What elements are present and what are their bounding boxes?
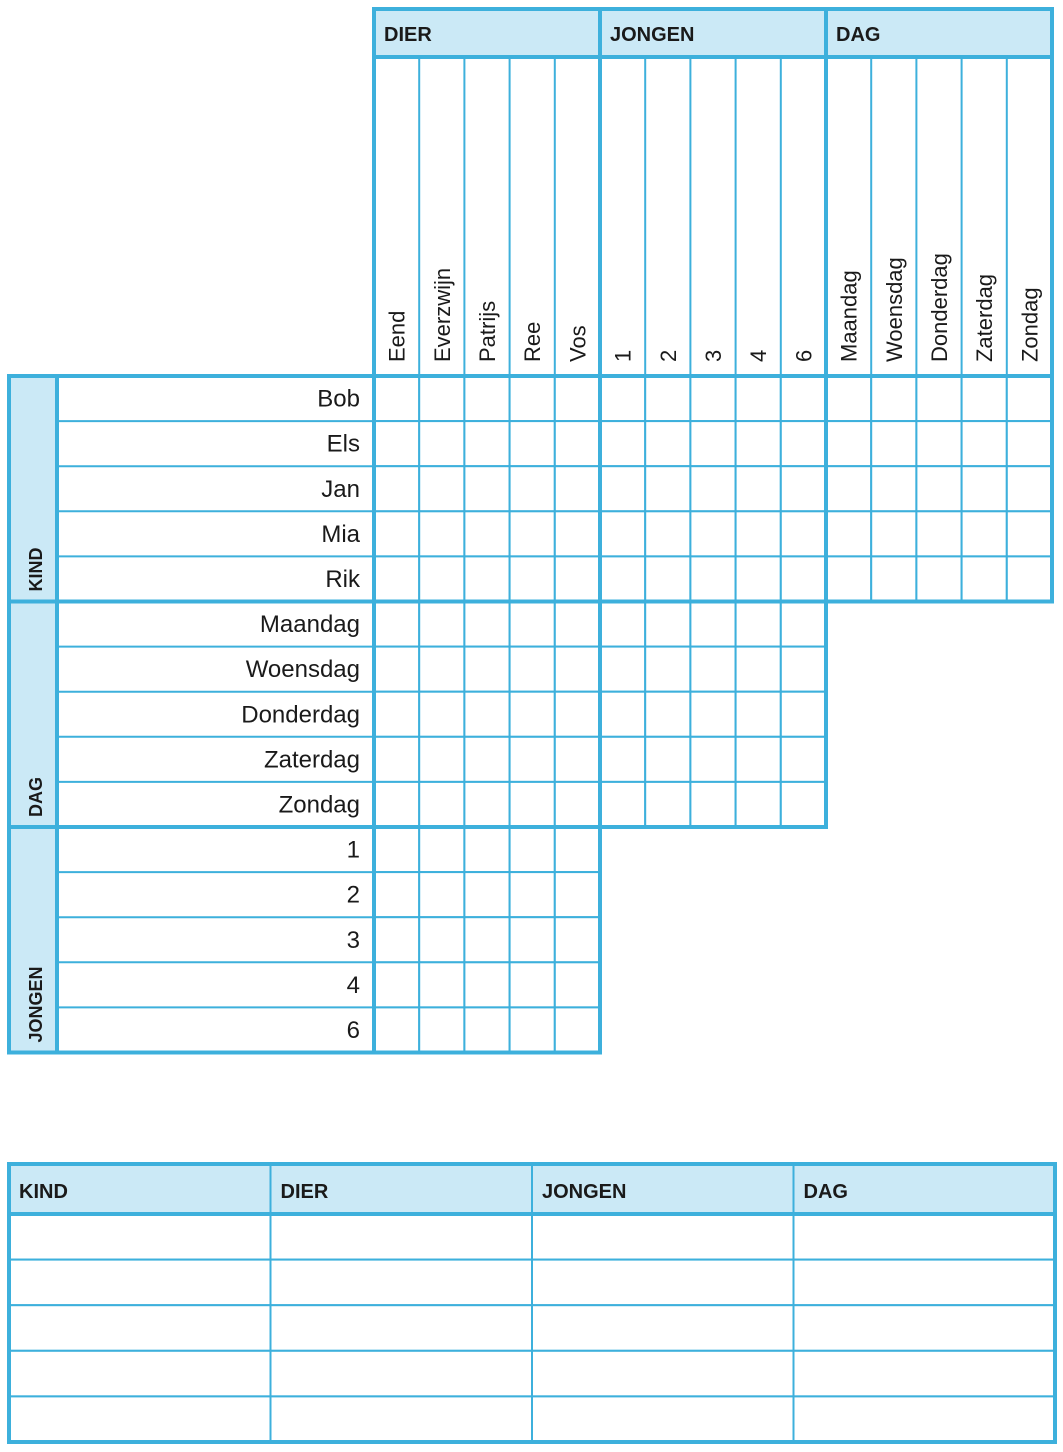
grid-cell[interactable] — [871, 466, 916, 511]
grid-cell[interactable] — [736, 647, 781, 692]
grid-cell[interactable] — [781, 602, 826, 647]
grid-cell[interactable] — [781, 421, 826, 466]
grid-cell[interactable] — [374, 376, 419, 421]
grid-cell[interactable] — [645, 376, 690, 421]
row-label: Woensdag — [245, 656, 360, 684]
solution-header-cell: DIER — [280, 1181, 329, 1203]
row-label: 4 — [346, 971, 360, 999]
grid-cell[interactable] — [510, 962, 555, 1007]
grid-cell[interactable] — [374, 466, 419, 511]
grid-cell[interactable] — [510, 466, 555, 511]
grid-cell[interactable] — [645, 782, 690, 827]
grid-cell[interactable] — [690, 556, 735, 601]
grid-cell[interactable] — [464, 421, 509, 466]
column-label: Donderdag — [927, 253, 952, 362]
grid-cell[interactable] — [374, 692, 419, 737]
grid-cell[interactable] — [690, 647, 735, 692]
grid-cell[interactable] — [916, 421, 961, 466]
grid-cell[interactable] — [555, 647, 600, 692]
grid-cell[interactable] — [781, 556, 826, 601]
solution-cell[interactable] — [9, 1305, 271, 1351]
solution-table — [9, 1164, 1055, 1442]
column-label: Vos — [565, 325, 591, 362]
solution-cell[interactable] — [9, 1351, 271, 1397]
column-label: Maandag — [836, 270, 862, 362]
solution-cell[interactable] — [271, 1305, 533, 1351]
grid-cell[interactable] — [374, 1007, 419, 1052]
grid-cell[interactable] — [736, 692, 781, 737]
grid-cell[interactable] — [510, 827, 555, 872]
grid-cell[interactable] — [464, 466, 509, 511]
grid-cell[interactable] — [464, 647, 509, 692]
grid-cell[interactable] — [826, 556, 871, 601]
grid-cell[interactable] — [419, 421, 464, 466]
grid-cell[interactable] — [826, 466, 871, 511]
grid-cell[interactable] — [419, 511, 464, 556]
solution-header-cell: DAG — [803, 1181, 848, 1203]
grid-cell[interactable] — [374, 737, 419, 782]
grid-cell[interactable] — [736, 466, 781, 511]
row-label: Jan — [321, 475, 360, 503]
solution-header-cell: KIND — [19, 1181, 68, 1203]
grid-cell[interactable] — [555, 872, 600, 917]
row-label: Mia — [321, 520, 360, 548]
grid-cell[interactable] — [645, 602, 690, 647]
solution-cell[interactable] — [532, 1396, 794, 1442]
column-label: 3 — [701, 349, 726, 362]
grid-cell[interactable] — [510, 917, 555, 962]
solution-cell[interactable] — [271, 1351, 533, 1397]
solution-cell[interactable] — [794, 1260, 1056, 1306]
grid-cell[interactable] — [781, 782, 826, 827]
grid-cell[interactable] — [419, 692, 464, 737]
solution-cell[interactable] — [9, 1214, 271, 1260]
grid-cell[interactable] — [555, 602, 600, 647]
column-label: Woensdag — [881, 257, 907, 362]
solution-row — [9, 1214, 1055, 1260]
grid-cell[interactable] — [510, 376, 555, 421]
grid-cell[interactable] — [962, 376, 1007, 421]
grid-block — [374, 602, 600, 828]
row-group-title: DAG — [26, 777, 46, 817]
grid-cell[interactable] — [826, 376, 871, 421]
grid-cell[interactable] — [736, 602, 781, 647]
grid-cell[interactable] — [419, 556, 464, 601]
grid-cell[interactable] — [690, 782, 735, 827]
grid-block — [374, 376, 600, 602]
row-label: Zaterdag — [263, 746, 360, 774]
grid-cell[interactable] — [374, 962, 419, 1007]
solution-cell[interactable] — [794, 1351, 1056, 1397]
grid-cell[interactable] — [419, 376, 464, 421]
grid-cell[interactable] — [419, 917, 464, 962]
grid-cell[interactable] — [916, 466, 961, 511]
solution-cell[interactable] — [532, 1214, 794, 1260]
grid-cell[interactable] — [555, 1007, 600, 1052]
grid-cell[interactable] — [464, 962, 509, 1007]
column-label: Patrijs — [475, 300, 500, 362]
grid-cell[interactable] — [510, 1007, 555, 1052]
grid-cell[interactable] — [555, 827, 600, 872]
solution-cell[interactable] — [794, 1305, 1056, 1351]
solution-cell[interactable] — [794, 1396, 1056, 1442]
grid-cell[interactable] — [690, 511, 735, 556]
grid-cell[interactable] — [510, 421, 555, 466]
grid-cell[interactable] — [600, 737, 645, 782]
grid-cell[interactable] — [690, 602, 735, 647]
column-group-title: DIER — [384, 24, 432, 46]
column-group-box — [600, 9, 826, 376]
grid-cell[interactable] — [374, 917, 419, 962]
grid-block — [374, 827, 600, 1053]
grid-cell[interactable] — [374, 872, 419, 917]
grid-cell[interactable] — [916, 511, 961, 556]
grid-cell[interactable] — [464, 511, 509, 556]
grid-cell[interactable] — [419, 962, 464, 1007]
solution-row — [9, 1305, 1055, 1351]
column-label: 6 — [791, 349, 817, 362]
grid-cell[interactable] — [555, 692, 600, 737]
solution-header-cell: JONGEN — [542, 1181, 627, 1203]
grid-cell[interactable] — [600, 556, 645, 601]
grid-cell[interactable] — [555, 782, 600, 827]
row-label: Bob — [317, 385, 360, 413]
grid-cell[interactable] — [510, 692, 555, 737]
column-group-title: DAG — [836, 24, 881, 46]
grid-cell[interactable] — [510, 782, 555, 827]
row-label: Rik — [325, 565, 360, 593]
grid-cell[interactable] — [826, 511, 871, 556]
grid-cell[interactable] — [374, 511, 419, 556]
solution-cell[interactable] — [532, 1351, 794, 1397]
grid-cell[interactable] — [464, 602, 509, 647]
grid-cell[interactable] — [916, 376, 961, 421]
logic-grid — [9, 9, 1052, 1053]
grid-cell[interactable] — [1007, 421, 1052, 466]
grid-cell[interactable] — [419, 602, 464, 647]
grid-cell[interactable] — [826, 421, 871, 466]
row-label: 3 — [346, 926, 360, 954]
grid-cell[interactable] — [600, 421, 645, 466]
grid-cell[interactable] — [374, 602, 419, 647]
grid-cell[interactable] — [736, 556, 781, 601]
grid-cell[interactable] — [871, 511, 916, 556]
grid-cell[interactable] — [374, 556, 419, 601]
grid-cell[interactable] — [419, 827, 464, 872]
grid-cell[interactable] — [555, 511, 600, 556]
grid-cell[interactable] — [419, 1007, 464, 1052]
grid-cell[interactable] — [464, 917, 509, 962]
grid-cell[interactable] — [962, 556, 1007, 601]
solution-cell[interactable] — [9, 1260, 271, 1306]
grid-cell[interactable] — [690, 421, 735, 466]
grid-cell[interactable] — [419, 872, 464, 917]
grid-cell[interactable] — [962, 421, 1007, 466]
grid-cell[interactable] — [1007, 376, 1052, 421]
grid-cell[interactable] — [419, 466, 464, 511]
grid-cell[interactable] — [464, 692, 509, 737]
grid-cell[interactable] — [645, 556, 690, 601]
row-group-title: JONGEN — [26, 966, 46, 1043]
grid-cell[interactable] — [510, 647, 555, 692]
grid-cell[interactable] — [781, 647, 826, 692]
grid-cell[interactable] — [555, 556, 600, 601]
grid-cell[interactable] — [374, 421, 419, 466]
solution-cell[interactable] — [532, 1305, 794, 1351]
grid-block — [600, 602, 826, 828]
column-label: Zaterdag — [972, 273, 998, 362]
column-label: 1 — [610, 349, 636, 362]
solution-cell[interactable] — [794, 1214, 1056, 1260]
grid-cell[interactable] — [374, 647, 419, 692]
grid-cell[interactable] — [1007, 466, 1052, 511]
grid-cell[interactable] — [871, 376, 916, 421]
column-group-title: JONGEN — [610, 24, 695, 46]
column-label: Eend — [384, 310, 410, 362]
grid-cell[interactable] — [645, 647, 690, 692]
row-label: Els — [326, 430, 360, 458]
grid-cell[interactable] — [464, 827, 509, 872]
grid-cell[interactable] — [781, 737, 826, 782]
grid-cell[interactable] — [510, 511, 555, 556]
grid-cell[interactable] — [464, 782, 509, 827]
grid-cell[interactable] — [510, 737, 555, 782]
row-label: Donderdag — [241, 701, 360, 729]
grid-cell[interactable] — [464, 556, 509, 601]
grid-cell[interactable] — [464, 376, 509, 421]
grid-cell[interactable] — [781, 692, 826, 737]
grid-cell[interactable] — [600, 692, 645, 737]
grid-cell[interactable] — [736, 421, 781, 466]
column-label: Ree — [520, 321, 546, 362]
grid-cell[interactable] — [962, 511, 1007, 556]
column-label: 4 — [746, 349, 772, 362]
grid-cell[interactable] — [464, 1007, 509, 1052]
grid-cell[interactable] — [690, 737, 735, 782]
grid-cell[interactable] — [419, 647, 464, 692]
grid-cell[interactable] — [781, 376, 826, 421]
row-group-box — [9, 827, 374, 1053]
solution-cell[interactable] — [9, 1396, 271, 1442]
grid-cell[interactable] — [645, 692, 690, 737]
grid-cell[interactable] — [690, 692, 735, 737]
grid-cell[interactable] — [419, 737, 464, 782]
grid-cell[interactable] — [645, 466, 690, 511]
grid-cell[interactable] — [600, 376, 645, 421]
solution-cell[interactable] — [271, 1396, 533, 1442]
row-label: Zondag — [278, 791, 360, 819]
grid-cell[interactable] — [464, 872, 509, 917]
grid-block — [826, 376, 1052, 602]
grid-cell[interactable] — [374, 827, 419, 872]
grid-cell[interactable] — [419, 782, 464, 827]
grid-cell[interactable] — [736, 737, 781, 782]
solution-cell[interactable] — [271, 1260, 533, 1306]
grid-cell[interactable] — [690, 466, 735, 511]
row-header-band — [9, 376, 57, 1053]
solution-cell[interactable] — [532, 1260, 794, 1306]
column-label: Everzwijn — [429, 267, 455, 362]
grid-cell[interactable] — [510, 872, 555, 917]
grid-cell[interactable] — [736, 782, 781, 827]
grid-cell[interactable] — [781, 466, 826, 511]
grid-cell[interactable] — [736, 511, 781, 556]
grid-cell[interactable] — [916, 556, 961, 601]
grid-cell[interactable] — [645, 421, 690, 466]
grid-cell[interactable] — [690, 376, 735, 421]
grid-cell[interactable] — [600, 511, 645, 556]
grid-cell[interactable] — [555, 962, 600, 1007]
grid-cell[interactable] — [962, 466, 1007, 511]
grid-cell[interactable] — [1007, 556, 1052, 601]
grid-cell[interactable] — [464, 737, 509, 782]
grid-cell[interactable] — [600, 647, 645, 692]
grid-cell[interactable] — [600, 466, 645, 511]
grid-cell[interactable] — [600, 602, 645, 647]
row-group-title: KIND — [26, 547, 46, 592]
grid-cell[interactable] — [510, 556, 555, 601]
grid-cell[interactable] — [510, 602, 555, 647]
grid-cell[interactable] — [555, 466, 600, 511]
grid-cell[interactable] — [555, 421, 600, 466]
column-label: Zondag — [1017, 287, 1043, 362]
grid-cell[interactable] — [871, 421, 916, 466]
row-label: 6 — [346, 1016, 360, 1044]
grid-cell[interactable] — [374, 782, 419, 827]
grid-cell[interactable] — [555, 917, 600, 962]
grid-cell[interactable] — [645, 737, 690, 782]
column-header-band — [374, 9, 1052, 57]
grid-block — [600, 376, 826, 602]
grid-cell[interactable] — [871, 556, 916, 601]
grid-cell[interactable] — [555, 376, 600, 421]
column-label: 2 — [655, 349, 681, 362]
grid-cell[interactable] — [645, 511, 690, 556]
grid-cell[interactable] — [555, 737, 600, 782]
row-label: 1 — [346, 836, 360, 864]
grid-cell[interactable] — [1007, 511, 1052, 556]
grid-cell[interactable] — [736, 376, 781, 421]
grid-cell[interactable] — [781, 511, 826, 556]
solution-cell[interactable] — [271, 1214, 533, 1260]
solution-row — [9, 1260, 1055, 1306]
row-label: Maandag — [259, 611, 360, 639]
row-label: 2 — [346, 881, 360, 909]
grid-cell[interactable] — [600, 782, 645, 827]
solution-row — [9, 1396, 1055, 1442]
solution-row — [9, 1351, 1055, 1397]
